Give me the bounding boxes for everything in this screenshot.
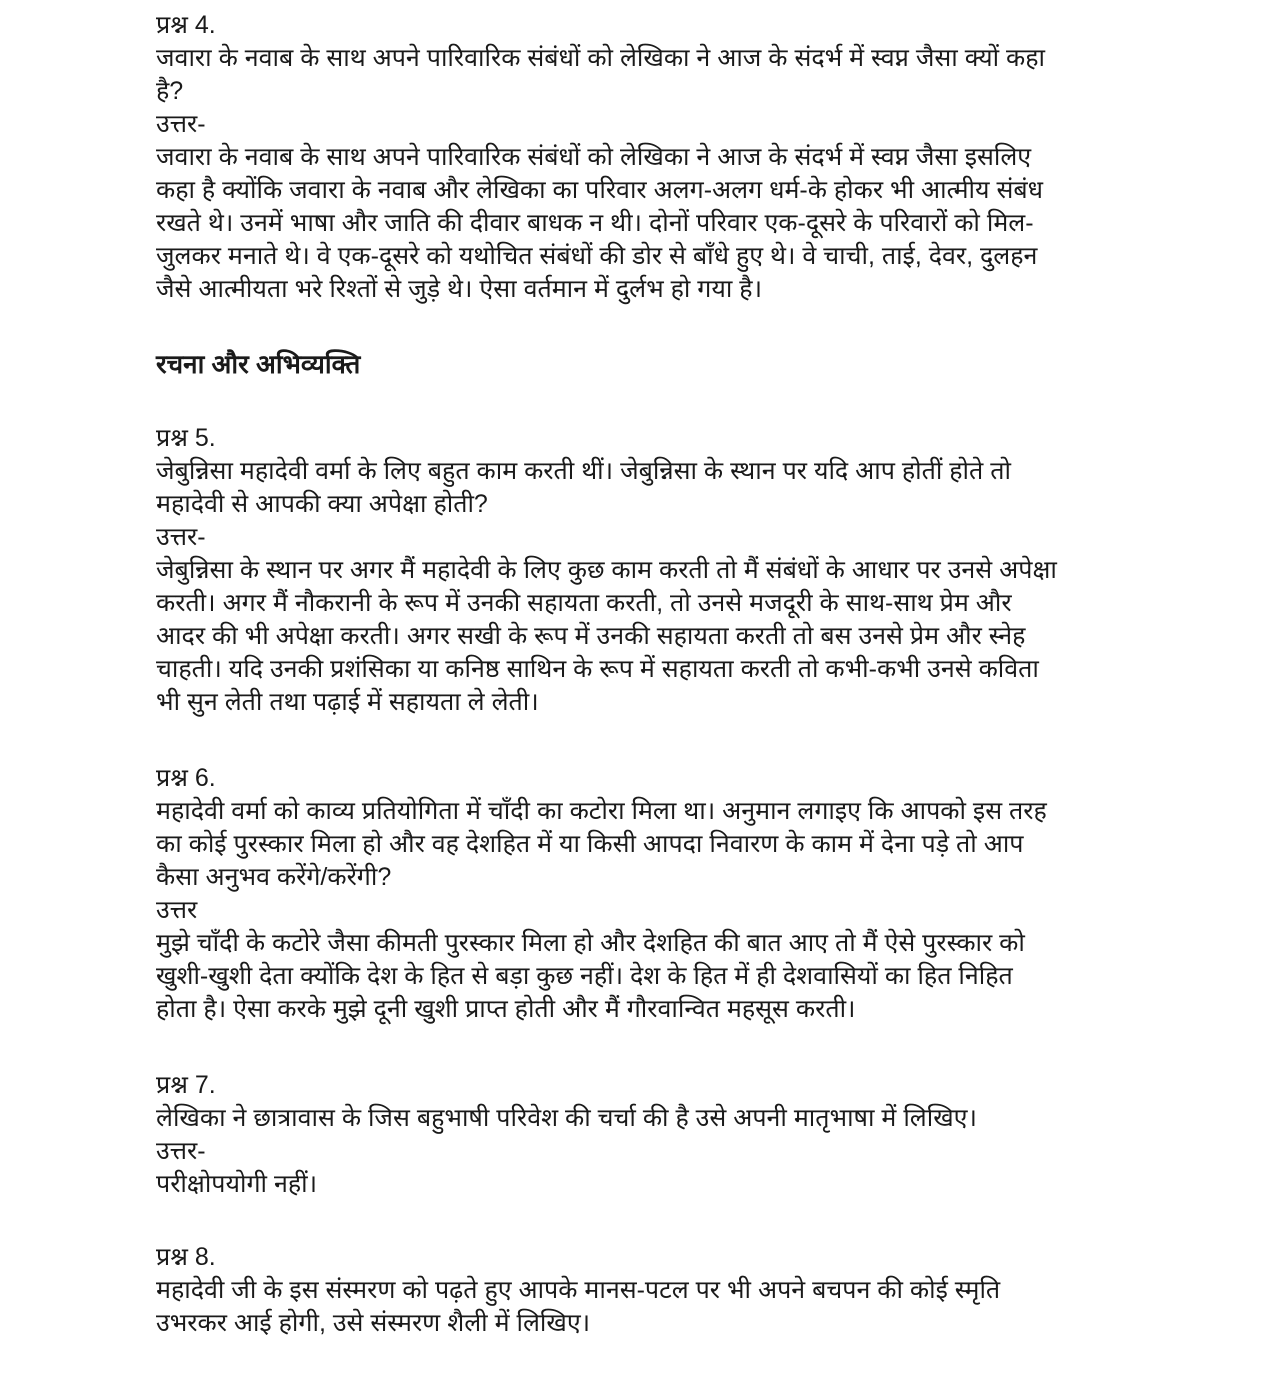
- question-text: महादेवी से आपकी क्या अपेक्षा होती?: [156, 490, 488, 518]
- answer-text: कहा है क्योंकि जवारा के नवाब और लेखिका का परिवार अलग-अलग धर्म-के होकर भी आत्मीय संबंध: [156, 176, 1044, 204]
- question-text: लेखिका ने छात्रावास के जिस बहुभाषी परिवेश की चर्चा की है उसे अपनी मातृभाषा में लिखिए।: [156, 1104, 977, 1132]
- answer-text: भी सुन लेती तथा पढ़ाई में सहायता ले लेती।: [156, 688, 539, 716]
- answer-text: करती। अगर मैं नौकरानी के रूप में उनकी सहायता करती, तो उनसे मजदूरी के साथ-साथ प्रेम और: [156, 589, 1012, 617]
- answer-text: रखते थे। उनमें भाषा और जाति की दीवार बाधक न थी। दोनों परिवार एक-दूसरे के परिवारों को मिल-: [156, 209, 1034, 237]
- question-text: है?: [156, 77, 184, 105]
- answer-label: उत्तर-: [156, 523, 206, 551]
- section-heading-block: [156, 348, 1156, 381]
- answer-text: जैसे आत्मीयता भरे रिश्तों से जुड़े थे। ऐसा वर्तमान में दुर्लभ हो गया है।: [156, 275, 763, 303]
- answer-text: होता है। ऐसा करके मुझे दूनी खुशी प्राप्त होती और मैं गौरवान्वित महसूस करती।: [156, 995, 856, 1023]
- question-7: [156, 1069, 1156, 1201]
- question-label: प्रश्न 4.: [156, 11, 216, 39]
- question-5: [156, 422, 1156, 719]
- question-6: [156, 762, 1156, 1026]
- question-text: महादेवी वर्मा को काव्य प्रतियोगिता में चाँदी का कटोरा मिला था। अनुमान लगाइए कि आपको इस तरह: [156, 797, 1047, 825]
- question-label: प्रश्न 5.: [156, 424, 216, 452]
- question-8: [156, 1241, 1156, 1340]
- answer-text: खुशी-खुशी देता क्योंकि देश के हित से बड़ा कुछ नहीं। देश के हित में ही देशवासियों का हित निहित: [156, 962, 1013, 990]
- question-text: का कोई पुरस्कार मिला हो और वह देशहित में या किसी आपदा निवारण के काम में देना पड़े तो आप: [156, 830, 1024, 858]
- answer-label: उत्तर-: [156, 1137, 206, 1165]
- answer-text: आदर की भी अपेक्षा करती। अगर सखी के रूप में उनकी सहायता करती तो बस उनसे प्रेम और स्नेह: [156, 622, 1026, 650]
- question-text: उभरकर आई होगी, उसे संस्मरण शैली में लिखिए।: [156, 1309, 591, 1337]
- answer-label: उत्तर-: [156, 110, 206, 138]
- question-4: [156, 9, 1156, 306]
- answer-text: जेबुन्निसा के स्थान पर अगर मैं महादेवी के लिए कुछ काम करती तो मैं संबंधों के आधार पर उनसे अपेक्षा: [156, 556, 1057, 584]
- answer-label: उत्तर: [156, 896, 198, 924]
- answer-text: जुलकर मनाते थे। वे एक-दूसरे को यथोचित संबंधों की डोर से बाँधे हुए थे। वे चाची, ताई, देवर, दुलहन: [156, 242, 1038, 270]
- answer-text: जवारा के नवाब के साथ अपने पारिवारिक संबंधों को लेखिका ने आज के संदर्भ में स्वप्न जैसा इसलिए: [156, 143, 1032, 171]
- question-label: प्रश्न 8.: [156, 1243, 216, 1271]
- question-text: जेबुन्निसा महादेवी वर्मा के लिए बहुत काम करती थीं। जेबुन्निसा के स्थान पर यदि आप होतीं होते तो: [156, 457, 1011, 485]
- question-label: प्रश्न 7.: [156, 1071, 216, 1099]
- answer-text: परीक्षोपयोगी नहीं।: [156, 1170, 318, 1198]
- answer-text: चाहती। यदि उनकी प्रशंसिका या कनिष्ठ साथिन के रूप में सहायता करती तो कभी-कभी उनसे कविता: [156, 655, 1039, 683]
- section-heading: रचना और अभिव्यक्ति: [156, 349, 361, 379]
- question-text: महादेवी जी के इस संस्मरण को पढ़ते हुए आपके मानस-पटल पर भी अपने बचपन की कोई स्मृति: [156, 1276, 1001, 1304]
- answer-text: मुझे चाँदी के कटोरे जैसा कीमती पुरस्कार मिला हो और देशहित की बात आए तो मैं ऐसे पुरस्कार को: [156, 929, 1025, 957]
- question-label: प्रश्न 6.: [156, 764, 216, 792]
- question-text: जवारा के नवाब के साथ अपने पारिवारिक संबंधों को लेखिका ने आज के संदर्भ में स्वप्न जैसा क्यों कहा: [156, 44, 1045, 72]
- question-text: कैसा अनुभव करेंगे/करेंगी?: [156, 863, 392, 891]
